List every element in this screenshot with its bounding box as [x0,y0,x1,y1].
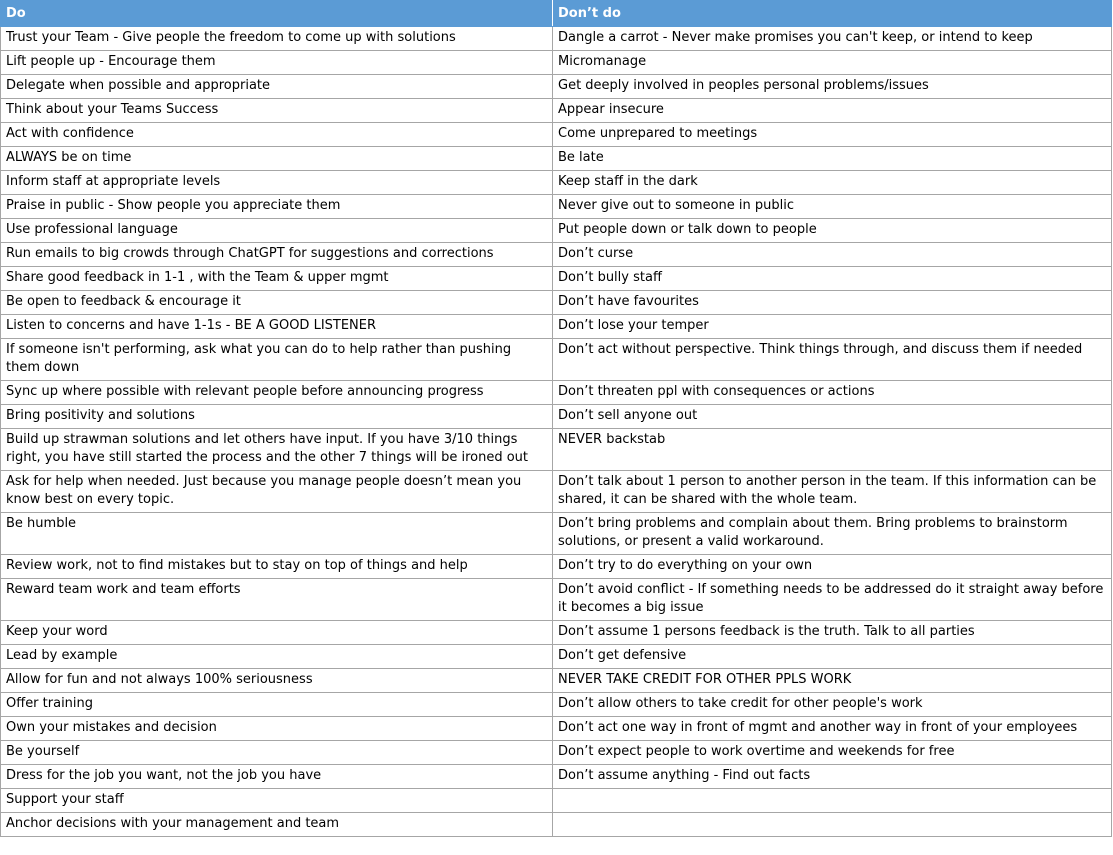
do-cell[interactable]: Dress for the job you want, not the job you have [1,765,553,789]
table-row [1,315,1112,339]
table-row [1,471,1112,513]
dont-cell[interactable]: NEVER backstab [553,429,1112,471]
table-row [1,267,1112,291]
dont-cell[interactable]: Don’t expect people to work overtime and weekends for free [553,741,1112,765]
table-row [1,717,1112,741]
do-cell[interactable]: Share good feedback in 1-1 , with the Team & upper mgmt [1,267,553,291]
dont-cell[interactable]: Keep staff in the dark [553,171,1112,195]
table-row [1,147,1112,171]
do-cell[interactable]: Bring positivity and solutions [1,405,553,429]
table-row [1,75,1112,99]
dont-cell[interactable]: Don’t curse [553,243,1112,267]
dont-cell[interactable]: Don’t lose your temper [553,315,1112,339]
table-row [1,195,1112,219]
dont-cell[interactable]: Don’t act one way in front of mgmt and another way in front of your employees [553,717,1112,741]
table-row [1,429,1112,471]
table-row [1,405,1112,429]
dont-cell[interactable]: Don’t sell anyone out [553,405,1112,429]
dont-cell[interactable]: Don’t talk about 1 person to another person in the team. If this information can be shared, it can be shared with the whole team. [553,471,1112,513]
table-row [1,381,1112,405]
do-cell[interactable]: Use professional language [1,219,553,243]
header-row [1,1,1112,27]
do-cell[interactable]: Trust your Team - Give people the freedom to come up with solutions [1,27,553,51]
dont-cell[interactable]: Don’t bully staff [553,267,1112,291]
table-row [1,99,1112,123]
dont-cell[interactable]: Don’t assume anything - Find out facts [553,765,1112,789]
dont-cell[interactable]: Don’t avoid conflict - If something needs to be addressed do it straight away before it becomes a big issue [553,579,1112,621]
do-cell[interactable]: Keep your word [1,621,553,645]
dont-cell[interactable]: NEVER TAKE CREDIT FOR OTHER PPLS WORK [553,669,1112,693]
dont-cell[interactable]: Don’t threaten ppl with consequences or actions [553,381,1112,405]
dont-cell[interactable]: Micromanage [553,51,1112,75]
do-cell[interactable]: Run emails to big crowds through ChatGPT for suggestions and corrections [1,243,553,267]
dont-cell[interactable]: Don’t get defensive [553,645,1112,669]
header-do[interactable]: Do [1,1,553,27]
do-cell[interactable]: Reward team work and team efforts [1,579,553,621]
dont-cell[interactable]: Be late [553,147,1112,171]
dont-cell[interactable]: Don’t act without perspective. Think things through, and discuss them if needed [553,339,1112,381]
do-cell[interactable]: Praise in public - Show people you appreciate them [1,195,553,219]
table-row [1,339,1112,381]
table-row [1,645,1112,669]
do-cell[interactable]: Inform staff at appropriate levels [1,171,553,195]
do-cell[interactable]: Be humble [1,513,553,555]
do-cell[interactable]: Offer training [1,693,553,717]
do-cell[interactable]: Build up strawman solutions and let others have input. If you have 3/10 things right, you have still started the process and the other 7 things will be ironed out [1,429,553,471]
do-cell[interactable]: Anchor decisions with your management and team [1,813,553,837]
table-row [1,579,1112,621]
do-cell[interactable]: Think about your Teams Success [1,99,553,123]
table-row [1,219,1112,243]
table-row [1,621,1112,645]
table-row [1,243,1112,267]
do-cell[interactable]: Delegate when possible and appropriate [1,75,553,99]
do-cell[interactable]: Be open to feedback & encourage it [1,291,553,315]
dont-cell[interactable]: Get deeply involved in peoples personal problems/issues [553,75,1112,99]
dont-cell[interactable]: Put people down or talk down to people [553,219,1112,243]
table-row [1,693,1112,717]
dont-cell[interactable]: Appear insecure [553,99,1112,123]
do-cell[interactable]: Listen to concerns and have 1-1s - BE A GOOD LISTENER [1,315,553,339]
dont-cell[interactable]: Come unprepared to meetings [553,123,1112,147]
dont-cell[interactable]: Never give out to someone in public [553,195,1112,219]
dont-cell[interactable]: Dangle a carrot - Never make promises you can't keep, or intend to keep [553,27,1112,51]
do-cell[interactable]: ALWAYS be on time [1,147,553,171]
dont-cell[interactable] [553,813,1112,837]
do-cell[interactable]: Review work, not to find mistakes but to stay on top of things and help [1,555,553,579]
table-row [1,741,1112,765]
table-row [1,789,1112,813]
do-cell[interactable]: Allow for fun and not always 100% seriousness [1,669,553,693]
table-row [1,513,1112,555]
do-cell[interactable]: Lift people up - Encourage them [1,51,553,75]
dont-cell[interactable]: Don’t have favourites [553,291,1112,315]
dont-cell[interactable]: Don’t allow others to take credit for other people's work [553,693,1112,717]
do-cell[interactable]: If someone isn't performing, ask what you can do to help rather than pushing them down [1,339,553,381]
table-row [1,669,1112,693]
table-row [1,291,1112,315]
do-cell[interactable]: Act with confidence [1,123,553,147]
table-row [1,555,1112,579]
do-cell[interactable]: Be yourself [1,741,553,765]
do-cell[interactable]: Sync up where possible with relevant people before announcing progress [1,381,553,405]
table-row [1,51,1112,75]
dont-cell[interactable]: Don’t try to do everything on your own [553,555,1112,579]
table-row [1,171,1112,195]
table-row [1,813,1112,837]
do-cell[interactable]: Own your mistakes and decision [1,717,553,741]
dont-cell[interactable]: Don’t bring problems and complain about them. Bring problems to brainstorm solutions, or present a valid workaround. [553,513,1112,555]
table-row [1,765,1112,789]
do-cell[interactable]: Support your staff [1,789,553,813]
dont-cell[interactable]: Don’t assume 1 persons feedback is the truth. Talk to all parties [553,621,1112,645]
do-cell[interactable]: Ask for help when needed. Just because you manage people doesn’t mean you know best on every topic. [1,471,553,513]
dont-cell[interactable] [553,789,1112,813]
table-row [1,27,1112,51]
table-row [1,123,1112,147]
header-dont-do[interactable]: Don’t do [553,1,1112,27]
do-cell[interactable]: Lead by example [1,645,553,669]
